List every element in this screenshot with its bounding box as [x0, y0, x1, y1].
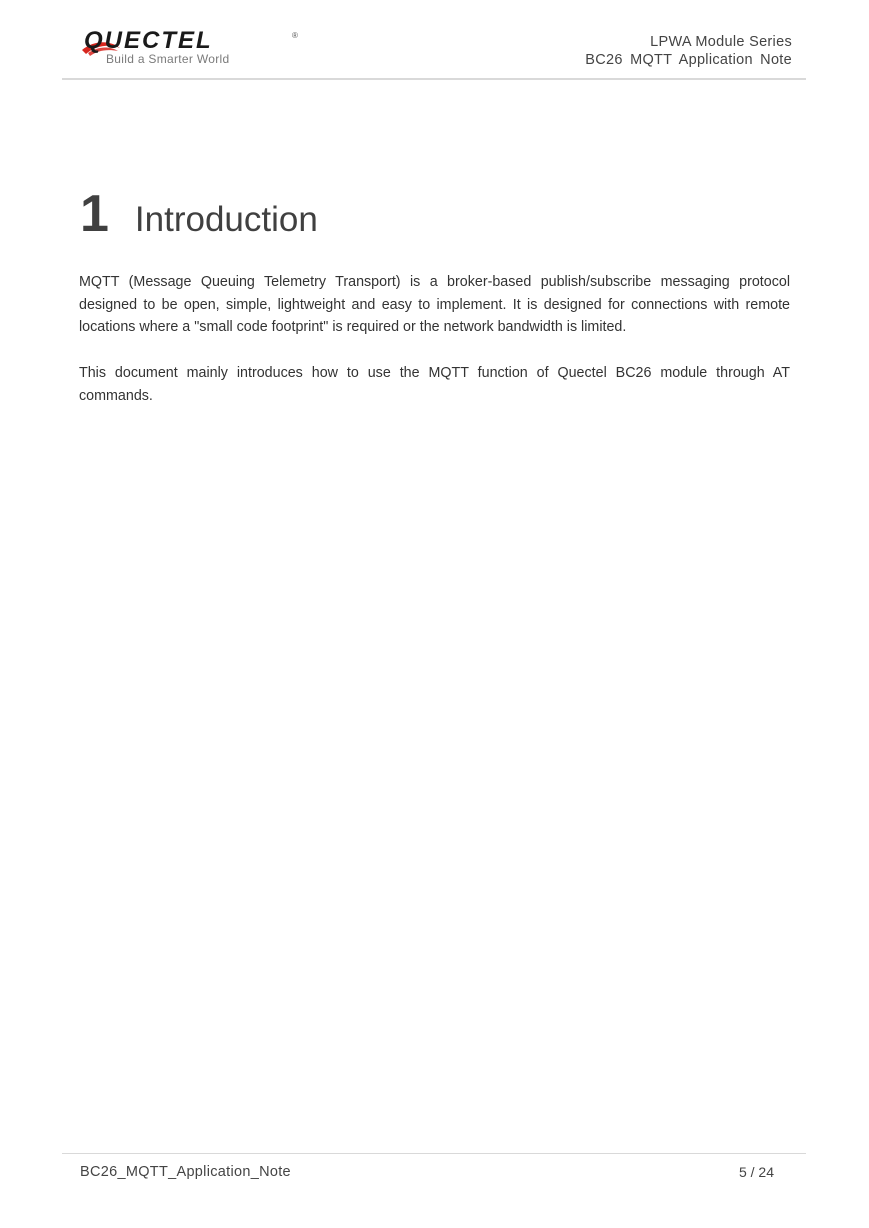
chapter-title: Introduction [134, 200, 318, 239]
chapter-heading [80, 182, 318, 252]
page-footer [62, 1153, 806, 1194]
footer-document-name: BC26_MQTT_Application_Note [80, 1164, 291, 1180]
header-info [585, 33, 792, 69]
logo-wordmark: QUECTEL [84, 28, 213, 54]
logo-tagline: Build a Smarter World [106, 52, 230, 66]
series-name: LPWA Module Series [650, 34, 792, 50]
paragraph: MQTT (Message Queuing Telemetry Transport) is a broker-based publish/subscribe messaging protocol designed to be open, simple, lightweight and easy to implement. It is designed for connections with remote locations where a "small code footprint" is required or the network bandwidth is limited. [79, 274, 790, 335]
chapter-number: 1 [80, 185, 109, 243]
document-title: BC26 MQTT Application Note [585, 52, 792, 68]
paragraph: This document mainly introduces how to use the MQTT function of Quectel BC26 module through AT commands. [79, 365, 790, 404]
page-header [62, 22, 806, 80]
page-number: 5 / 24 [738, 1164, 774, 1180]
svg-text:®: ® [292, 31, 298, 40]
